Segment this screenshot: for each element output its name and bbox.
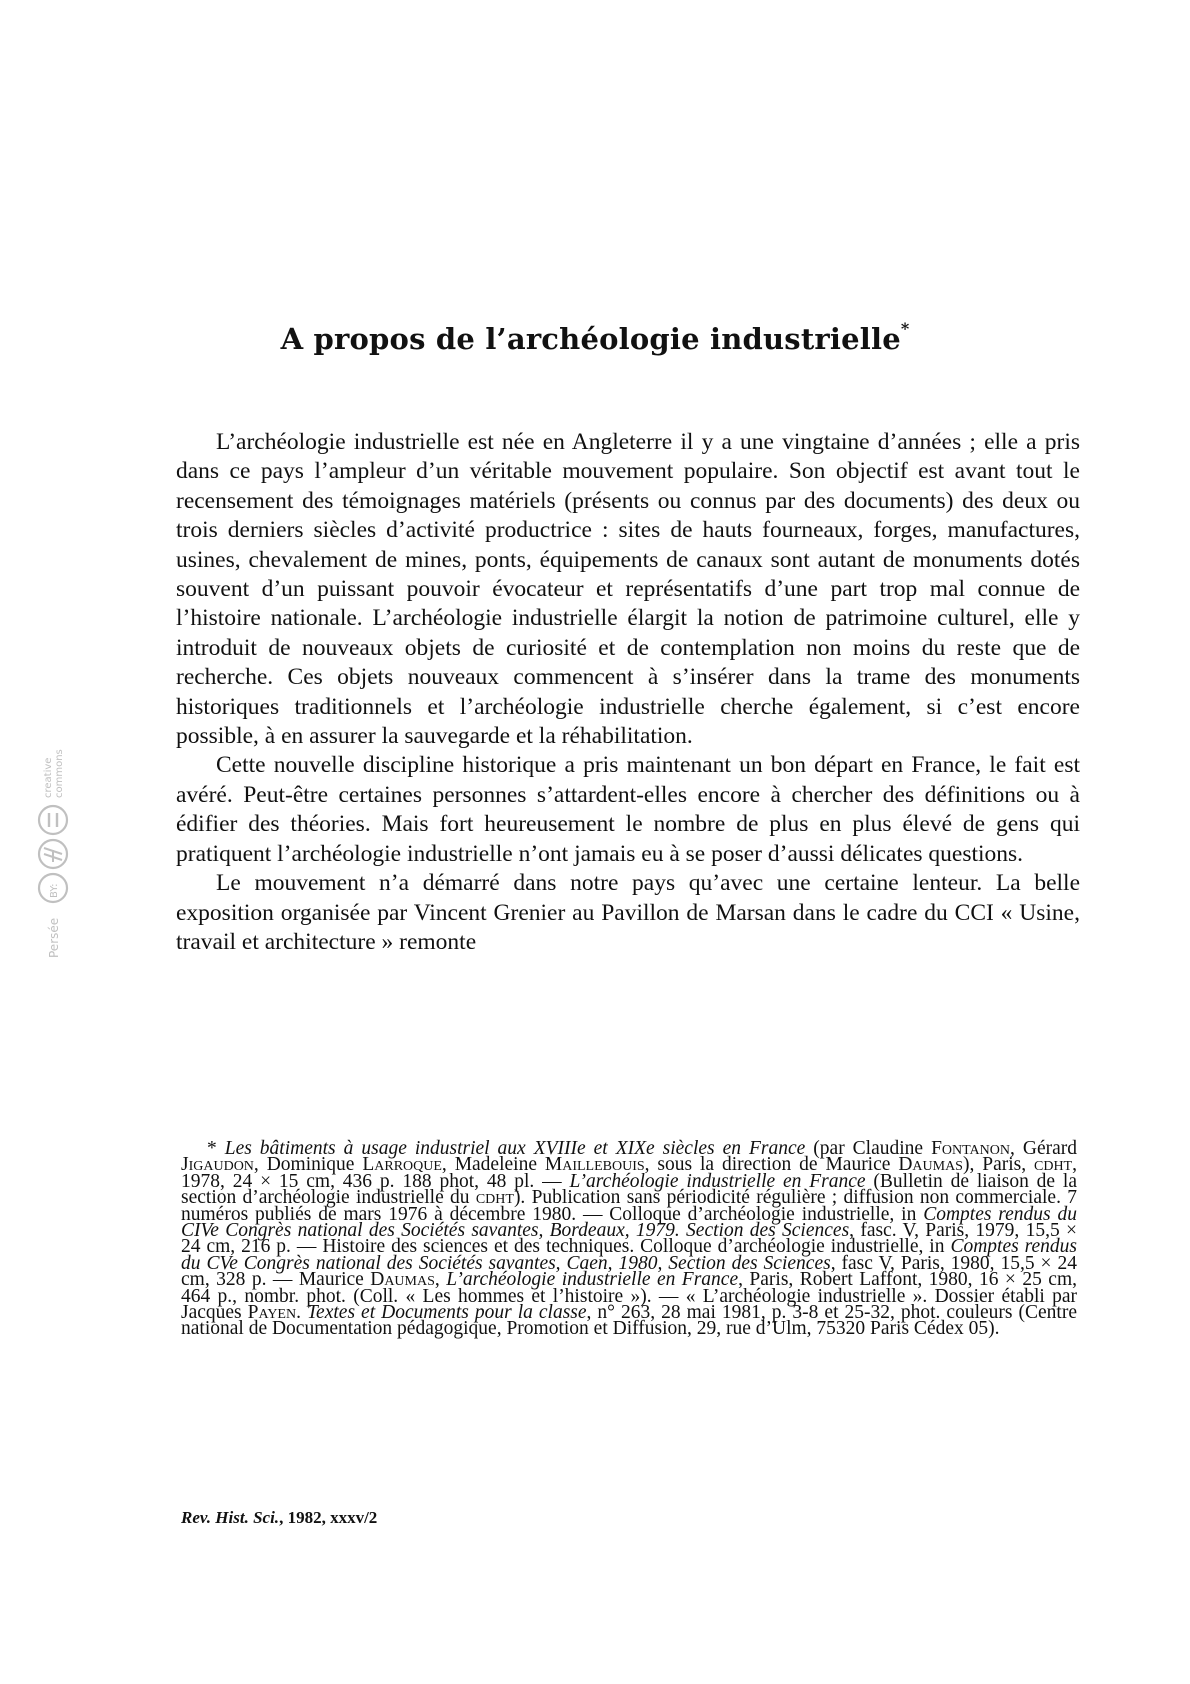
footnote-title: Les bâtiments à usage industriel aux XVIIIe et XIXe siècles en France [224,1138,806,1159]
footnote-text: * [207,1138,225,1159]
footnote-text: ), Paris, [962,1154,1034,1176]
footnote-author: Jigaudon [181,1154,254,1176]
footnote-author: Daumas [898,1154,963,1176]
footnote-author: Larroque [362,1154,442,1176]
footnote-text: , sous la direction de Maurice [644,1154,899,1176]
footnote-text: (par Claudine [805,1138,932,1159]
footnote-text: , [434,1269,447,1291]
footnote-text: , Gérard [1010,1138,1078,1159]
paragraph-3: Le mouvement n’a démarré dans notre pays qu’avec une certaine lenteur. La belle exposition organisée par Vincent Grenier au Pavillon de Marsan dans le cadre du CCI « Usine, travail et architecture » remonte [176,870,1080,955]
footnote-text: ). Publication sans périodicité régulière ; diffusion non commerciale. 7 numéros publiés de mars 1976 à décembre 1980. — Colloque d’archéologie industrielle, in [181,1187,1077,1225]
article-title-text: A propos de l’archéologie industrielle [280,322,901,356]
footnote-text: , Madeleine [441,1154,545,1176]
article-body [176,428,1080,957]
footnote-title: Comptes rendus du CVe Congrès national des Sociétés savantes, Caen, 1980, Section des Sciences [181,1236,1077,1274]
footnote-author: Maillebouis [544,1154,645,1176]
journal-citation [181,1508,377,1528]
footnote-text: , n° 263, 28 mai 1981, p. 3-8 et 25-32, phot. couleurs (Centre national de Documentation pédagogique, Promotion et Diffusion, 29, rue d’Ulm, 75320 Paris Cédex 05). [181,1302,1077,1340]
title-footnote-marker: * [900,319,910,339]
footnote-author: Payen [247,1302,297,1324]
creative-commons-badge [36,708,70,988]
footnote-text: , Dominique [253,1154,363,1176]
persee-label: Persée [47,917,61,958]
creative-label: creative [43,757,54,798]
footnote-title: Comptes rendus du CIVe Congrès national des Sociétés savantes, Bordeaux, 1979. Section des Sciences [181,1203,1078,1242]
paragraph-2: Cette nouvelle discipline historique a pris maintenant un bon départ en France, le fait est avéré. Peut-être certaines personnes s’attardent-elles encore à chercher des définitions ou à édifier des théories. Mais fort heureusement le nombre de plus en plus élevé de gens qui pratiquent l’archéologie industrielle n’ont jamais eu à se poser d’aussi délicates questions. [176,752,1080,867]
footnote-text: (Bulletin de liaison de la section d’archéologie industrielle du [181,1170,1077,1209]
footnote-text: , fasc V, Paris, 1980, 15,5 × 24 cm, 328 p. — Maurice [181,1252,1077,1291]
footnote-title: L’archéologie industrielle en France [446,1269,739,1291]
paragraph-1: L’archéologie industrielle est née en Angleterre il y a une vingtaine d’années ; elle a pris dans ce pays l’ampleur d’un véritable mouvement populaire. Son objectif est avant tout le recensement des témoignages matériels (présents ou connus par des documents) des deux ou trois derniers siècles d’activité productrice : sites de hauts fourneaux, forges, manufactures, usines, chevalement de mines, ponts, équipements de canaux sont autant de monuments dotés souvent d’un puissant pouvoir évocateur et représentatifs d’une part trop mal connue de l’histoire nationale. L’archéologie industrielle élargit la notion de patrimoine culturel, elle y introduit de nouveaux objets de curiosité et de contemplation non moins du reste que de recherche. Ces objets nouveaux commencent à s’insérer dans la trame des monuments historiques traditionnels et l’archéologie industrielle cherche également, si c’est encore possible, à en assurer la sauvegarde et la réhabilitation. [176,429,1080,750]
footnote-text: . [296,1302,307,1324]
footnote-text: , 1978, 24 × 15 cm, 436 p. 188 phot, 48 pl. — [181,1154,1077,1192]
commons-label: commons [54,749,65,798]
license-icon [36,708,70,988]
footnote-text: , fasc. V, Paris, 1979, 15,5 × 24 cm, 216 p. — Histoire des sciences et des techniques. Colloque d’archéologie industrielle, in [181,1220,1077,1258]
footnote-text: , Paris, Robert Laffont, 1980, 16 × 25 cm, 464 p., nombr. phot. (Coll. « Les hommes et l’histoire »). — « L’archéologie industrielle ». Dossier établi par Jacques [181,1269,1078,1324]
footnote-author: cdht [1034,1154,1073,1176]
citation-details: , 1982, xxxv/2 [279,1508,378,1527]
article-title [0,319,1190,356]
footnote-author: cdht [475,1187,514,1209]
journal-name: Rev. Hist. Sci. [181,1508,280,1527]
footnote-title: Textes et Documents pour la classe [307,1302,587,1324]
footnote-author: Fontanon [931,1138,1011,1159]
footnote [181,1138,1078,1340]
footnote-title: L’archéologie industrielle en France [569,1170,866,1192]
by-label: BY: [49,883,60,898]
footnote-author: Daumas [370,1269,435,1291]
